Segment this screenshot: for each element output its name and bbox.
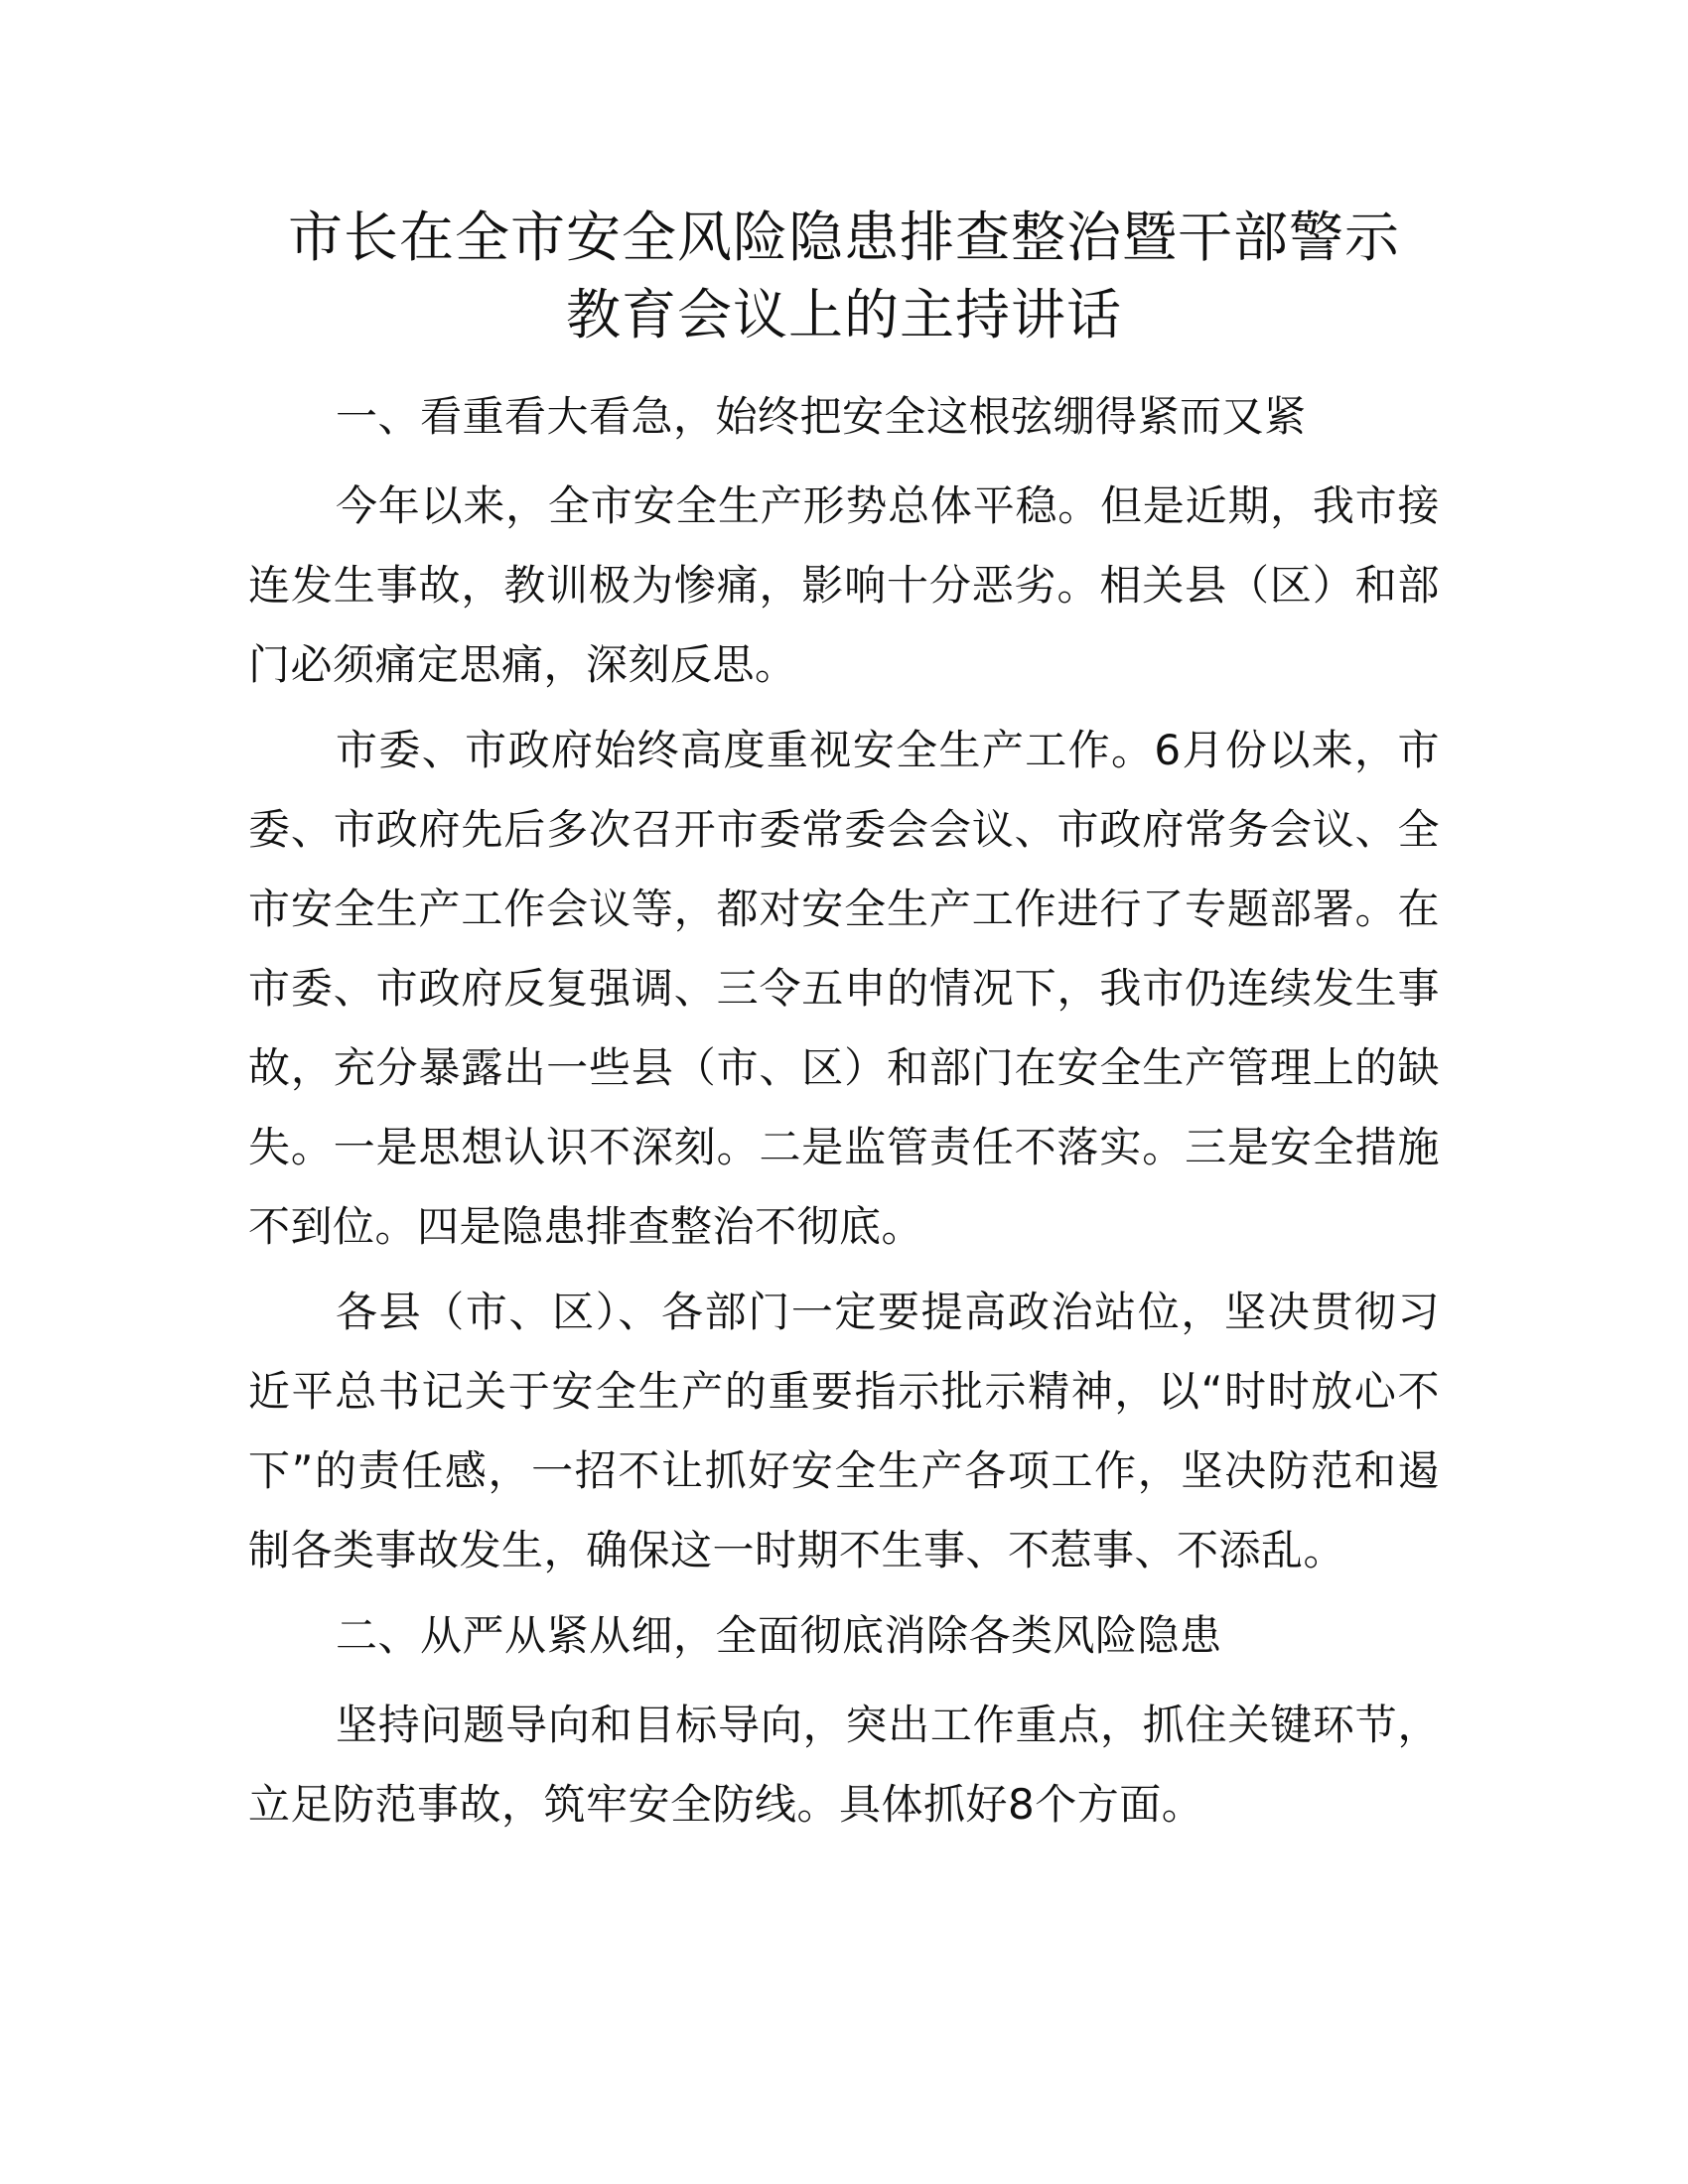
document-body [248, 377, 1440, 1850]
section-heading-2: 二、从严从紧从细，全面彻底消除各类风险隐患 [336, 1611, 1222, 1660]
title-line-1: 市长在全市安全风险隐患排查整治暨干部警示 [287, 205, 1400, 269]
paragraph-4: 坚持问题导向和目标导向，突出工作重点，抓住关键环节，立足防范事故，筑牢安全防线。具体抓好8个方面。 [248, 1701, 1440, 1829]
document-title [248, 199, 1440, 353]
paragraph-2: 市委、市政府始终高度重视安全生产工作。6月份以来，市委、市政府先后多次召开市委常委会会议、市政府常务会议、全市安全生产工作会议等，都对安全生产工作进行了专题部署。在市委、市政府反复强调、三令五申的情况下，我市仍连续发生事故，充分暴露出一些县（市、区）和部门在安全生产管理上的缺失。一是思想认识不深刻。二是监管责任不落实。三是安全措施不到位。四是隐患排查整治不彻底。 [248, 726, 1440, 1251]
paragraph-3: 各县（市、区）、各部门一定要提高政治站位，坚决贯彻习近平总书记关于安全生产的重要指示批示精神，以“时时放心不下”的责任感，一招不让抓好安全生产各项工作，坚决防范和遏制各类事故发生，确保这一时期不生事、不惹事、不添乱。 [248, 1288, 1440, 1574]
title-line-2: 教育会议上的主持讲话 [565, 283, 1122, 346]
paragraph-1: 今年以来，全市安全生产形势总体平稳。但是近期，我市接连发生事故，教训极为惨痛，影响十分恶劣。相关县（区）和部门必须痛定思痛，深刻反思。 [248, 481, 1440, 689]
section-heading-1: 一、看重看大看急，始终把安全这根弦绷得紧而又紧 [336, 392, 1307, 441]
